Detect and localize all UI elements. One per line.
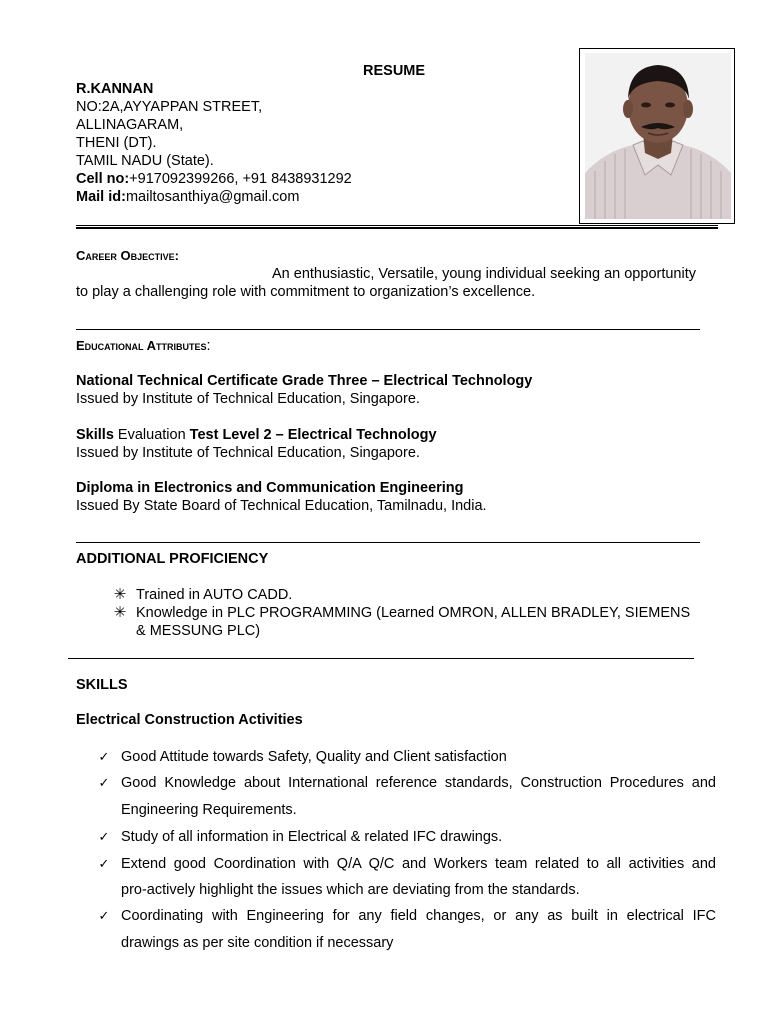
skill-item: Coordinating with Engineering for any field changes, or any as built in electrical IFC	[121, 908, 716, 924]
section-divider	[68, 658, 694, 659]
check-icon: ✓	[98, 829, 110, 844]
education-title-2-a: Skills	[76, 427, 114, 443]
skill-item: Extend good Coordination with Q/A Q/C and Workers team related to all activities and	[121, 856, 716, 872]
portrait-image	[585, 53, 731, 219]
mail-label: Mail id:	[76, 189, 126, 205]
address-line-3: THENI (DT).	[76, 135, 157, 151]
skills-heading: SKILLS	[76, 677, 128, 693]
address-line-1: NO:2A,AYYAPPAN STREET,	[76, 99, 263, 115]
header-rule-bottom	[76, 227, 718, 229]
educational-heading-colon: :	[206, 338, 211, 354]
skill-item: Good Knowledge about International reference standards, Construction Procedures and	[121, 775, 716, 791]
address-line-2: ALLINAGARAM,	[76, 117, 184, 133]
header-rule-top	[76, 225, 718, 226]
check-icon: ✓	[98, 749, 110, 764]
proficiency-item: Trained in AUTO CADD.	[136, 587, 293, 603]
educational-heading-text: Educational Attributes	[76, 338, 207, 353]
check-icon: ✓	[98, 856, 110, 871]
proficiency-item-continued: & MESSUNG PLC)	[136, 623, 261, 639]
check-icon: ✓	[98, 908, 110, 923]
skill-item-continued: Engineering Requirements.	[121, 802, 297, 818]
education-title-2-c: Test Level 2 – Electrical Technology	[189, 427, 437, 443]
career-objective-heading: Career Objective:	[76, 248, 179, 263]
education-issuer-3: Issued By State Board of Technical Education, Tamilnadu, India.	[76, 498, 487, 514]
educational-attributes-heading	[76, 338, 211, 354]
skill-item-continued: drawings as per site condition if necessary	[121, 935, 394, 951]
education-issuer-2: Issued by Institute of Technical Education, Singapore.	[76, 445, 420, 461]
education-title-2-b: Evaluation	[113, 427, 190, 443]
education-issuer-1: Issued by Institute of Technical Education, Singapore.	[76, 391, 420, 407]
additional-proficiency-heading: ADDITIONAL PROFICIENCY	[76, 551, 269, 567]
section-divider	[76, 542, 700, 543]
cell-number	[76, 170, 352, 188]
candidate-name: R.KANNAN	[76, 81, 154, 97]
cell-value: +917092399266, +91 8438931292	[129, 171, 352, 187]
career-objective-line-1: An enthusiastic, Versatile, young individual seeking an opportunity	[272, 266, 696, 282]
career-objective-line-2: to play a challenging role with commitment to organization’s excellence.	[76, 284, 536, 300]
section-divider	[76, 329, 700, 330]
star-bullet-icon: ✳	[113, 604, 127, 621]
skill-item: Good Attitude towards Safety, Quality and Client satisfaction	[121, 749, 507, 765]
resume-title: RESUME	[363, 63, 426, 79]
education-title-3: Diploma in Electronics and Communication Engineering	[76, 480, 464, 496]
mail-id	[76, 188, 299, 206]
skill-item: Study of all information in Electrical & related IFC drawings.	[121, 829, 503, 845]
check-icon: ✓	[98, 775, 110, 790]
star-bullet-icon: ✳	[113, 586, 127, 603]
skills-subheading: Electrical Construction Activities	[76, 712, 303, 728]
mail-value: mailtosanthiya@gmail.com	[125, 189, 300, 205]
address-line-4: TAMIL NADU (State).	[76, 153, 214, 169]
proficiency-item: Knowledge in PLC PROGRAMMING (Learned OMRON, ALLEN BRADLEY, SIEMENS	[136, 605, 691, 621]
profile-photo	[579, 48, 735, 224]
education-title-2	[76, 426, 437, 444]
education-title-1: National Technical Certificate Grade Three – Electrical Technology	[76, 373, 533, 389]
cell-label: Cell no:	[76, 171, 130, 187]
skill-item-continued: pro-actively highlight the issues which are deviating from the standards.	[121, 882, 580, 898]
